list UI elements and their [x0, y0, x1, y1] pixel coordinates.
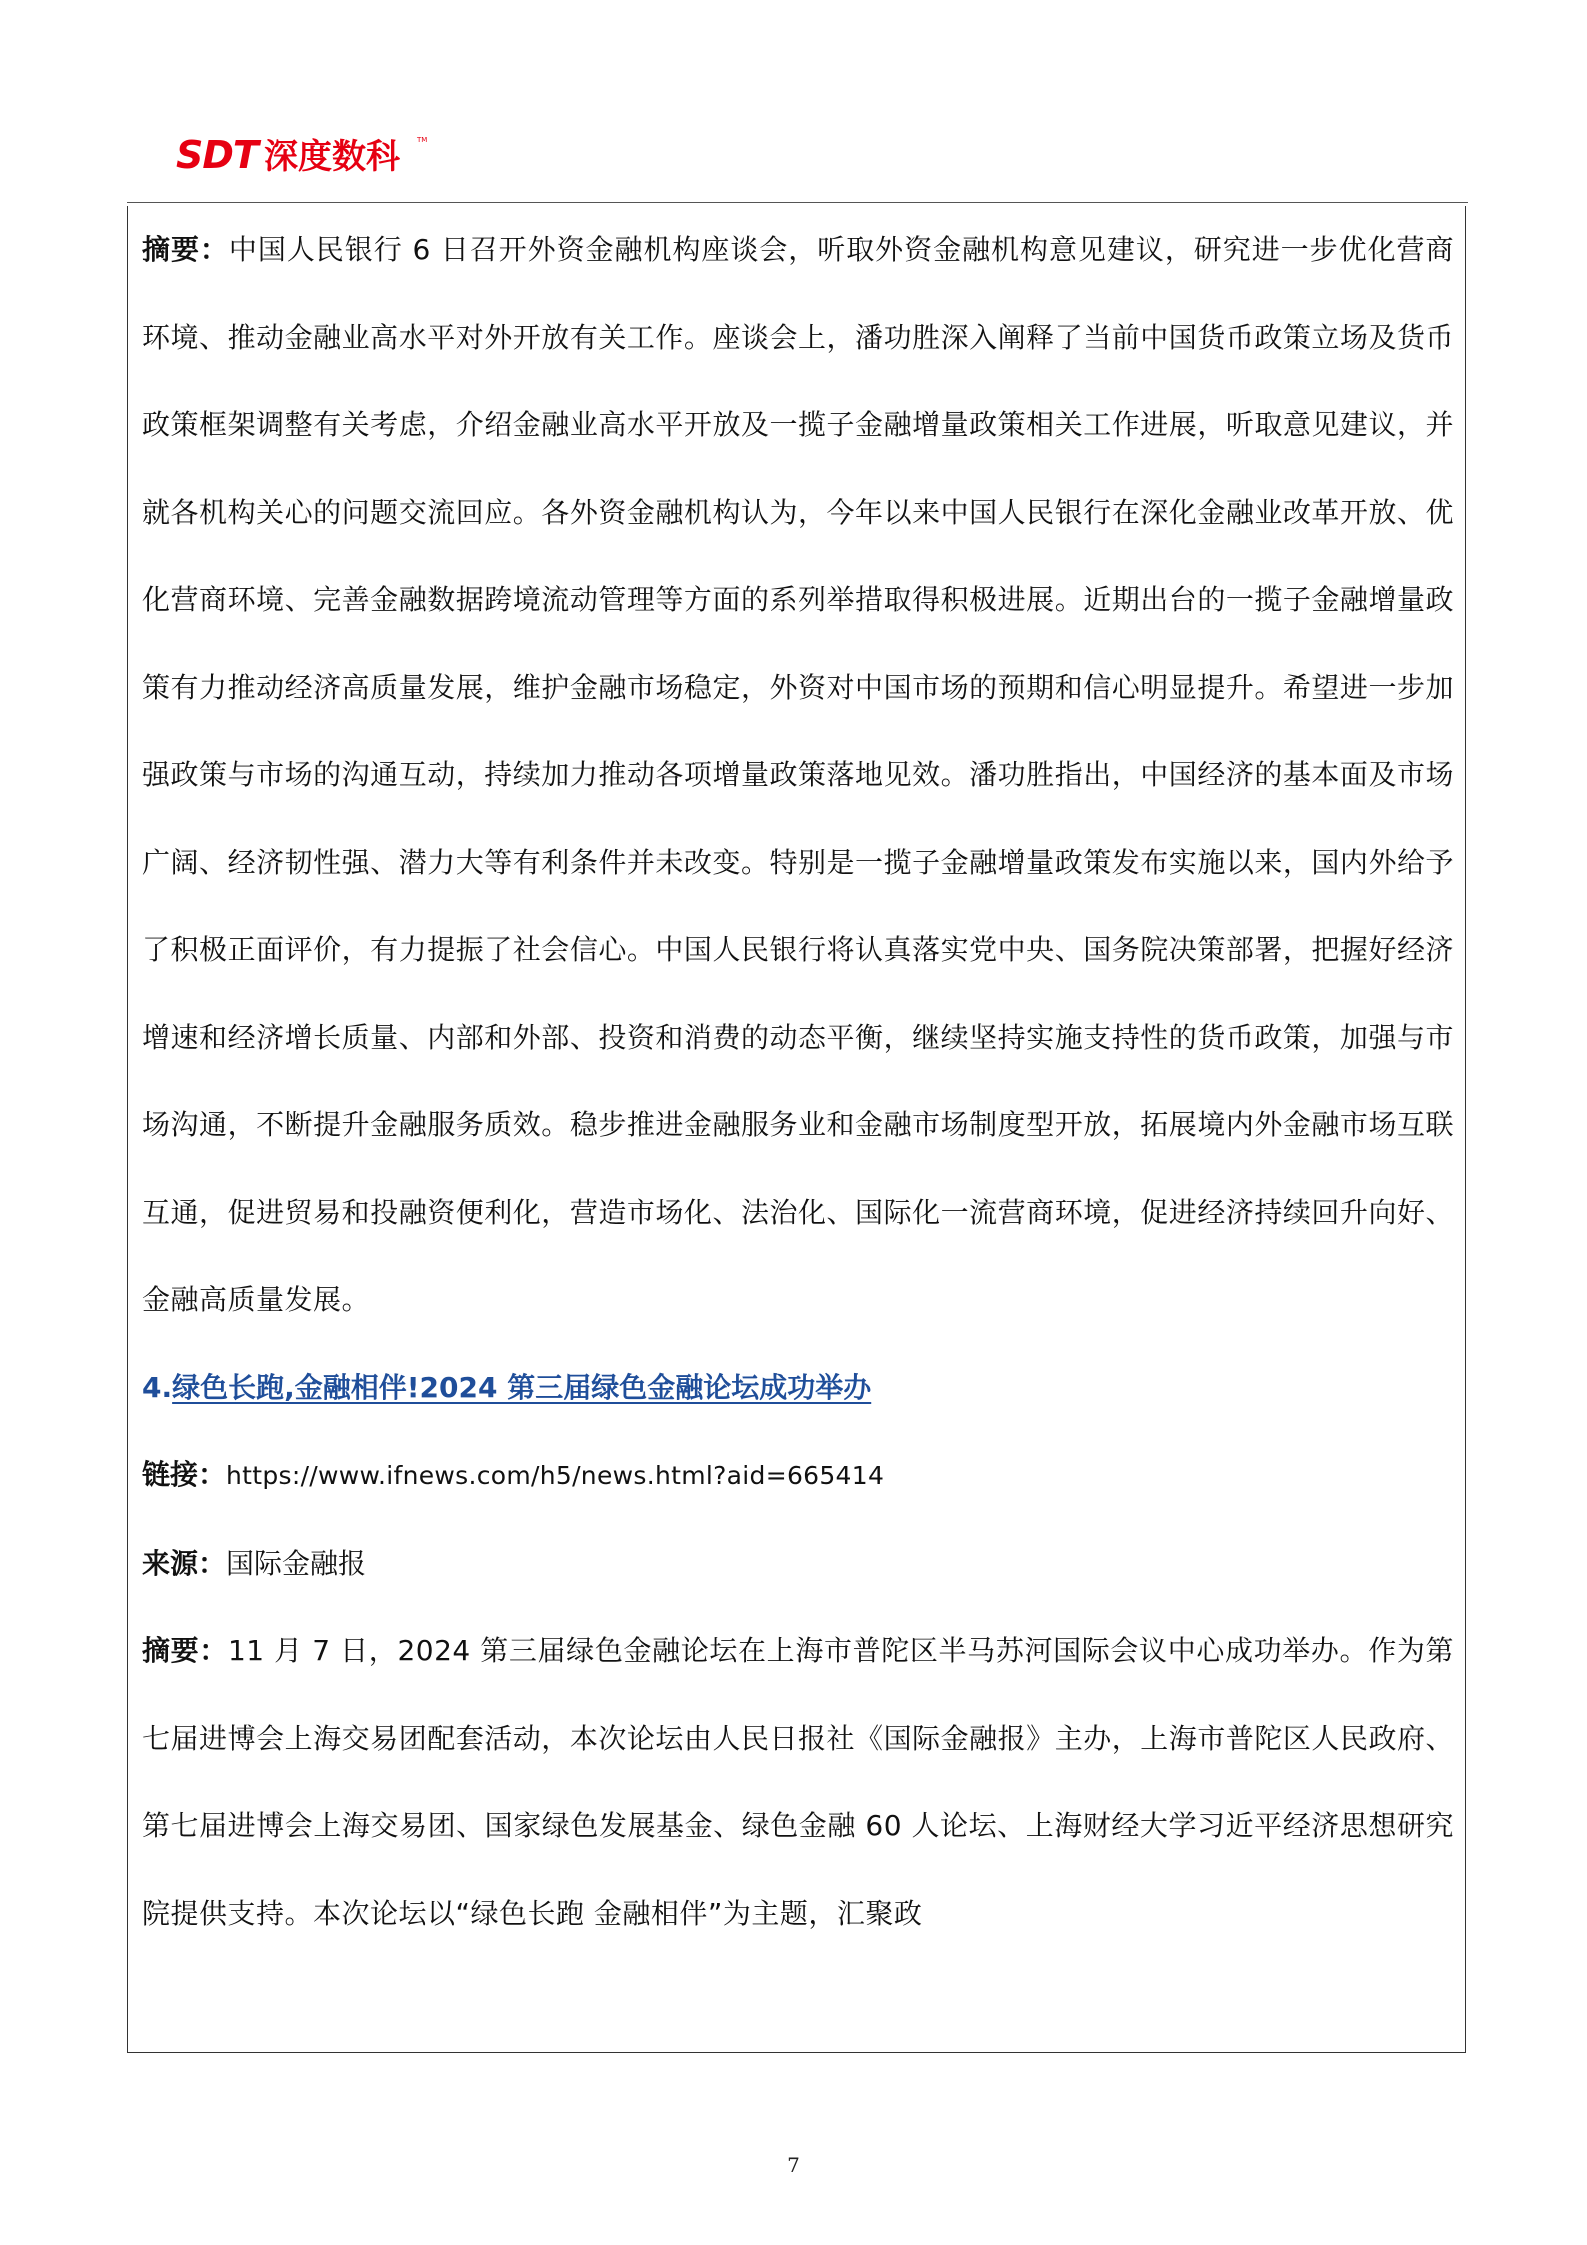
item-4-title-link[interactable]: 绿色长跑,金融相伴!2024 第三届绿色金融论坛成功举办	[172, 1370, 872, 1404]
header-divider	[127, 202, 1468, 203]
abstract-paragraph	[142, 206, 1454, 1344]
link-url[interactable]: https://www.ifnews.com/h5/news.html?aid=665414	[226, 1461, 885, 1490]
document-body	[142, 206, 1454, 1957]
abstract-label: 摘要：	[142, 233, 229, 266]
item-4-abstract-text: 11 月 7 日，2024 第三届绿色金融论坛在上海市普陀区半马苏河国际会议中心成功举办。作为第七届进博会上海交易团配套活动，本次论坛由人民日报社《国际金融报》主办，上海市普陀区人民政府、第七届进博会上海交易团、国家绿色发展基金、绿色金融 60 人论坛、上海财经大学习近平经济思想研究院提供支持。本次论坛以“绿色长跑 金融相伴”为主题，汇聚政	[142, 1634, 1454, 1930]
svg-text:TM: TM	[417, 136, 428, 144]
item-number: 4.	[142, 1370, 173, 1404]
source-value: 国际金融报	[226, 1546, 367, 1580]
link-label: 链接：	[142, 1458, 227, 1491]
sdt-logo-icon	[176, 128, 436, 178]
item-4-title	[142, 1344, 1454, 1432]
brand-name: 深度数科	[264, 137, 400, 177]
source-label: 来源：	[142, 1546, 227, 1580]
item-4-link-row	[142, 1431, 1454, 1520]
abstract-text: 中国人民银行 6 日召开外资金融机构座谈会，听取外资金融机构意见建议，研究进一步优化营商环境、推动金融业高水平对外开放有关工作。座谈会上，潘功胜深入阐释了当前中国货币政策立场及货币政策框架调整有关考虑，介绍金融业高水平开放及一揽子金融增量政策相关工作进展，听取意见建议，并就各机构关心的问题交流回应。各外资金融机构认为，今年以来中国人民银行在深化金融业改革开放、优化营商环境、完善金融数据跨境流动管理等方面的系列举措取得积极进展。近期出台的一揽子金融增量政策有力推动经济高质量发展，维护金融市场稳定，外资对中国市场的预期和信心明显提升。希望进一步加强政策与市场的沟通互动，持续加力推动各项增量政策落地见效。潘功胜指出，中国经济的基本面及市场广阔、经济韧性强、潜力大等有利条件并未改变。特别是一揽子金融增量政策发布实施以来，国内外给予了积极正面评价，有力提振了社会信心。中国人民银行将认真落实党中央、国务院决策部署，把握好经济增速和经济增长质量、内部和外部、投资和消费的动态平衡，继续坚持实施支持性的货币政策，加强与市场沟通，不断提升金融服务质效。稳步推进金融服务业和金融市场制度型开放，拓展境内外金融市场互联互通，促进贸易和投融资便利化，营造市场化、法治化、国际化一流营商环境，促进经济持续回升向好、金融高质量发展。	[142, 233, 1454, 1316]
item-4-source-row	[142, 1520, 1454, 1608]
page-number: 7	[787, 2153, 800, 2177]
logo-text: SDT	[176, 133, 258, 177]
header-logo	[176, 128, 436, 178]
item-4-abstract-label: 摘要：	[142, 1634, 228, 1667]
item-4-abstract-paragraph	[142, 1607, 1454, 1957]
